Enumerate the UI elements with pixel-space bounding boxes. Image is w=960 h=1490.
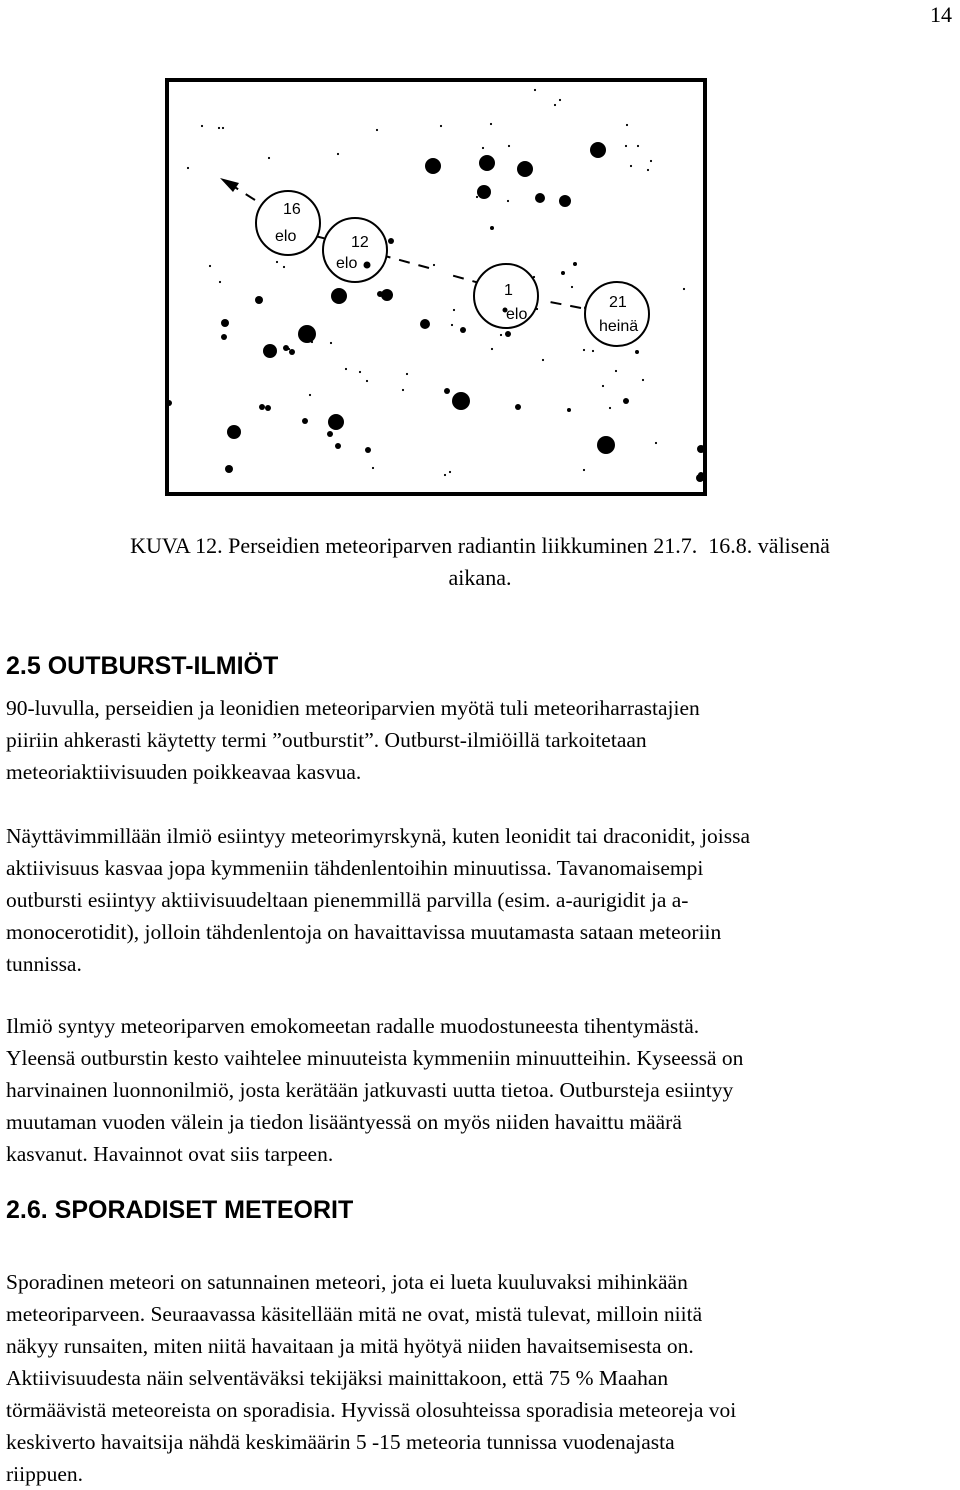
star	[221, 334, 227, 340]
star	[451, 324, 453, 326]
star	[507, 200, 509, 202]
paragraph-outburst-origin	[6, 1010, 956, 1170]
star	[698, 472, 704, 478]
star	[166, 400, 172, 406]
star	[372, 467, 374, 469]
text-line: törmäävistä meteoreista on sporadisia. Hyvissä olosuhteissa sporadisia meteoreja voi	[6, 1398, 737, 1422]
star	[406, 373, 408, 375]
paragraph-outburst-intro	[6, 692, 956, 788]
caption-line: KUVA 12. Perseidien meteoriparven radiantin liikkuminen 21.7. 16.8. välisenä	[130, 533, 830, 558]
star	[283, 345, 289, 351]
star	[433, 264, 435, 266]
star	[542, 359, 544, 361]
section-heading-sporadic: 2.6. SPORADISET METEORIT	[6, 1196, 354, 1224]
star	[590, 142, 606, 158]
star	[571, 286, 573, 288]
text-line: tunnissa.	[6, 952, 82, 976]
star	[222, 127, 224, 129]
section-heading-outburst: 2.5 OUTBURST-ILMIÖT	[6, 652, 279, 680]
star	[508, 145, 510, 147]
text-line: Näyttävimmillään ilmiö esiintyy meteorimyrskynä, kuten leonidit tai draconidit, joissa	[6, 824, 750, 848]
text-line: meteoriaktiivisuuden poikkeavaa kasvua.	[6, 760, 362, 784]
star	[364, 262, 371, 269]
star	[268, 157, 270, 159]
text-line: aktiivisuus kasvaa jopa kymmeniin tähdenlentoihin minuutissa. Tavanomaisempi	[6, 856, 704, 880]
star	[491, 348, 493, 350]
star	[330, 342, 332, 344]
text-line: Yleensä outburstin kesto vaihtelee minuuteista kymmeniin minuutteihin. Kyseessä on	[6, 1046, 744, 1070]
text-line: kasvanut. Havainnot ovat siis tarpeen.	[6, 1142, 334, 1166]
star	[567, 408, 571, 412]
text-line: näkyy runsaiten, miten niitä havaitaan ja mitä hyötyä niiden havaitsemisesta on.	[6, 1334, 694, 1358]
star	[309, 394, 311, 396]
star	[517, 161, 533, 177]
text-line: 90-luvulla, perseidien ja leonidien meteoriparvien myötä tuli meteoriharrastajien	[6, 696, 700, 720]
star	[345, 368, 347, 370]
paragraph-meteor-storm	[6, 820, 956, 980]
star	[630, 165, 632, 167]
star	[505, 331, 511, 337]
star	[476, 196, 478, 198]
text-line: piiriin ahkerasti käytetty termi ”outburstit”. Outburst-ilmiöillä tarkoitetaan	[6, 728, 647, 752]
star	[420, 319, 430, 329]
star	[255, 296, 263, 304]
text-line: Sporadinen meteori on satunnainen meteori, jota ei lueta kuuluvaksi mihinkään	[6, 1270, 688, 1294]
star	[335, 443, 341, 449]
star	[265, 405, 271, 411]
star	[477, 185, 491, 199]
star	[453, 309, 455, 311]
star	[573, 262, 577, 266]
label-aug1-month: elo	[506, 306, 528, 323]
star	[683, 288, 685, 290]
text-line: monocerotidit), jolloin tähdenlentoja on havaittavissa muutamasta sataan meteoriin	[6, 920, 722, 944]
text-line: keskiverto havaitsija nähdä keskimäärin 5 -15 meteoria tunnissa vuodenajasta	[6, 1430, 675, 1454]
figure-caption	[0, 530, 960, 594]
star	[218, 127, 220, 129]
star	[642, 379, 644, 381]
star	[359, 371, 361, 373]
star	[227, 425, 241, 439]
star	[559, 195, 571, 207]
text-line: muutaman vuoden välein ja tiedon lisääntyessä on myös niiden havaittu määrä	[6, 1110, 682, 1134]
star	[377, 291, 383, 297]
star	[388, 238, 394, 244]
text-line: meteoriparveen. Seuraavassa käsitellään mitä ne ovat, mistä tulevat, milloin niitä	[6, 1302, 703, 1326]
star	[561, 271, 565, 275]
text-line: Ilmiö syntyy meteoriparven emokomeetan radalle muodostuneesta tihentymästä.	[6, 1014, 700, 1038]
star	[366, 380, 368, 382]
star	[535, 193, 545, 203]
star	[697, 445, 705, 453]
star	[482, 147, 484, 149]
star	[444, 474, 446, 476]
star	[637, 145, 639, 147]
star	[650, 160, 652, 162]
star	[559, 99, 561, 101]
label-aug1-day: 1	[504, 282, 513, 299]
star	[592, 350, 594, 352]
star	[219, 281, 221, 283]
text-line: riippuen.	[6, 1462, 84, 1486]
marker-jul21	[585, 282, 649, 346]
star	[221, 319, 229, 327]
label-aug12-month: elo	[336, 255, 358, 272]
star	[311, 341, 313, 343]
star	[225, 465, 233, 473]
star	[602, 385, 604, 387]
star	[376, 129, 378, 131]
star	[623, 398, 629, 404]
text-line: harvinainen luonnonilmiö, josta kerätään jatkuvasti uutta tietoa. Outbursteja esiintyy	[6, 1078, 734, 1102]
paragraph-sporadic	[6, 1266, 956, 1490]
star	[460, 327, 466, 333]
star	[327, 431, 333, 437]
star	[328, 414, 344, 430]
star	[425, 158, 441, 174]
star	[626, 124, 628, 126]
radiant-star-chart	[165, 78, 711, 498]
label-jul21-month: heinä	[599, 318, 639, 335]
star	[365, 447, 371, 453]
star	[402, 389, 404, 391]
star	[534, 89, 536, 91]
star	[298, 325, 316, 343]
star	[263, 344, 277, 358]
caption-line: aikana.	[448, 565, 512, 590]
star-chart-svg	[165, 78, 711, 498]
star	[490, 123, 492, 125]
star	[490, 226, 494, 230]
star	[289, 349, 295, 355]
star	[449, 471, 451, 473]
star	[479, 155, 495, 171]
star	[500, 334, 502, 336]
star	[259, 404, 265, 410]
star	[597, 436, 615, 454]
label-jul21-day: 21	[609, 294, 627, 311]
star	[302, 418, 308, 424]
star	[288, 348, 290, 350]
page-number: 14	[930, 2, 952, 27]
star	[444, 388, 450, 394]
star	[583, 469, 585, 471]
star	[209, 265, 211, 267]
star	[452, 392, 470, 410]
star	[554, 104, 556, 106]
star	[440, 125, 442, 127]
star	[337, 153, 339, 155]
text-line: outbursti esiintyy aktiivisuudeltaan pienemmillä parvilla (esim. a-aurigidit ja a-	[6, 888, 689, 912]
label-aug16-day: 16	[283, 201, 301, 218]
star	[276, 261, 278, 263]
star	[655, 442, 657, 444]
star	[201, 125, 203, 127]
star	[187, 167, 189, 169]
label-aug12-day: 12	[351, 234, 369, 251]
star	[609, 407, 611, 409]
star	[331, 288, 347, 304]
star	[583, 349, 585, 351]
star	[283, 266, 285, 268]
star	[635, 350, 639, 354]
star	[625, 145, 627, 147]
label-aug16-month: elo	[275, 228, 297, 245]
star	[647, 169, 649, 171]
star	[515, 404, 521, 410]
text-line: Aktiivisuudesta näin selventäväksi tekijäksi mainittakoon, että 75 % Maahan	[6, 1366, 669, 1390]
star	[615, 370, 617, 372]
